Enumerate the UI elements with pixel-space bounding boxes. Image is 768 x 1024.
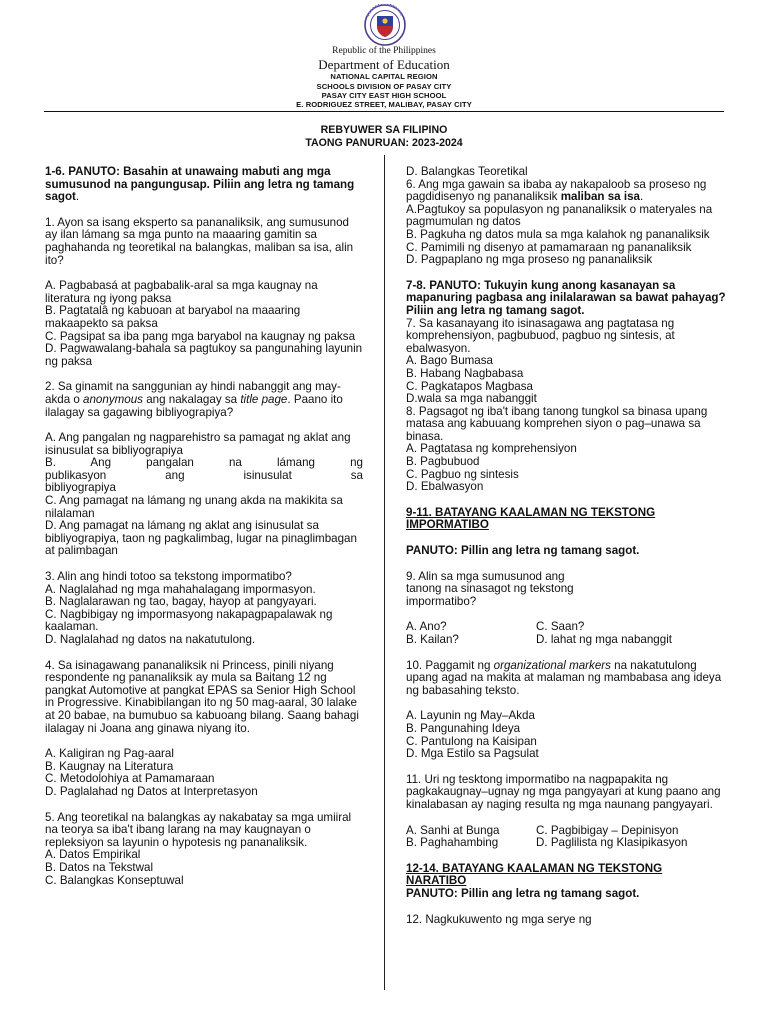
q2-option-c: C. Ang pamagat na lámang ng unang akda na makikita sa nilalaman xyxy=(45,494,343,520)
question-1: 1. Ayon sa isang eksperto sa pananaliksik, ang sumusunod ay ilan lámang sa mga punto na maaaring gamitin sa paghahanda ng teoretikal na balangkas, maliban sa isa, alin ito? xyxy=(45,215,354,267)
q3-option-a: A. Naglalahad ng mga mahahalagang impormasyon. xyxy=(45,582,316,596)
question-10: 10. Paggamit ng organizational markers na nakatutulong upang agad na makita at malaman ng mambabasa ang ideya ng babasahing teksto. xyxy=(406,658,722,697)
section-12-14-heading: 12-14. BATAYANG KAALAMAN NG TEKSTONG xyxy=(406,861,663,875)
q6-option-d: D. Pagpaplano ng mga proseso ng pananaliksik xyxy=(406,253,653,267)
right-column xyxy=(406,166,726,926)
question-11: 11. Uri ng tesktong impormatibo na nagpapakita ng pagkakaugnay–ugnay ng mga pangyayari at kung paano ang kinalabasan ay naging resulta ng mga naunang pangyayari. xyxy=(406,772,721,811)
q9-option-a: A. Ano? xyxy=(406,620,447,634)
q10-option-c: C. Pantulong na Kaisipan xyxy=(406,734,537,748)
q9-option-c: C. Saan? xyxy=(536,620,585,634)
q3-option-c: C. Nagbibigay ng impormasyong nakapagpapalawak ng kaalaman. xyxy=(45,607,333,634)
q5-option-a: A. Datos Empirikal xyxy=(45,848,141,862)
question-9-line3: impormatibo? xyxy=(406,594,477,608)
q8-option-c: C. Pagbuo ng sintesis xyxy=(406,467,519,481)
q2-option-a: A. Ang pangalan ng nagparehistro sa pamagat ng aklat ang isinusulat sa bibliyograpiya xyxy=(45,431,351,457)
q2-option-b-line2: publikasyon ang isinusulat sa xyxy=(45,468,363,482)
q8-option-a: A. Pagtatasa ng komprehensiyon xyxy=(406,442,577,456)
q8-option-d: D. Ebalwasyon xyxy=(406,480,484,494)
school-line: PASAY CITY EAST HIGH SCHOOL xyxy=(321,91,447,100)
q8-option-b: B. Pagbubuod xyxy=(406,455,480,469)
q11-option-c: C. Pagbibigay – Depinisyon xyxy=(536,823,679,837)
q7-option-d: D.wala sa mga nabanggit xyxy=(406,392,537,406)
q1-option-b: B. Pagtatalâ ng kabuoan at baryabol na maaaring makaapekto sa paksa xyxy=(45,304,301,330)
republic-line: Republic of the Philippines xyxy=(332,46,436,56)
q1-option-c: C. Pagsipat sa iba pang mga baryabol na kaugnay ng paksa xyxy=(45,329,356,343)
q5-option-b: B. Datos na Tekstwal xyxy=(45,860,154,874)
q1-option-a: A. Pagbabasá at pagbabalik-aral sa mga kaugnay na literatura ng iyong paksa xyxy=(45,279,318,305)
question-12: 12. Nagkukuwento ng mga serye ng xyxy=(406,912,592,926)
column-divider xyxy=(384,155,385,990)
q7-option-a: A. Bago Bumasa xyxy=(406,354,494,368)
question-4: 4. Sa isinagawang pananaliksik ni Princess, pinili niyang respondente ng pananaliksik ay mula sa Baitang 12 ng pangkat Automotive at pangkat EPAS sa Senior High School in Progressive. Kinabibilangan ito ng 50 mag-aaral, 30 lalake at 20 babae, na bumubuo sa kabuoang bilang. Saang bahagi ilalagay ni Joana ang ginawa niyang ito. xyxy=(45,658,359,735)
q2-option-b-line3: bibliyograpiya xyxy=(45,481,116,495)
q7-option-c: C. Pagkatapos Magbasa xyxy=(406,379,533,393)
q10-option-b: B. Pangunahing Ideya xyxy=(406,721,521,735)
document-title: REBYUWER SA FILIPINO xyxy=(320,124,448,136)
instructions-12-14: PANUTO: Pillin ang letra ng tamang sagot. xyxy=(406,886,640,900)
q11-option-d: D. Paglilista ng Klasipikasyon xyxy=(536,836,688,850)
question-9-line2: tanong na sinasagot ng tekstong xyxy=(406,582,574,596)
section-12-14-heading-line2: NARATIBO xyxy=(406,874,467,888)
q6-option-b: B. Pagkuha ng datos mula sa mga kalahok ng pananaliksik xyxy=(406,227,710,241)
q11-option-b: B. Paghahambing xyxy=(406,836,499,850)
section-9-11-heading-line2: IMPORMATIBO xyxy=(406,518,489,532)
q11-option-a: A. Sanhi at Bunga xyxy=(406,823,500,837)
q4-option-a: A. Kaligiran ng Pag-aaral xyxy=(45,747,174,761)
instructions-1-6: 1-6. PANUTO: Basahin at unawaing mabuti ang mga sumusunod na pangungusap. Piliin ang letra ng tamang sagot. xyxy=(45,165,355,204)
q5-option-d: D. Balangkas Teoretikal xyxy=(406,165,528,178)
q6-option-c: C. Pamimili ng disenyo at pamamaraan ng pananaliksik xyxy=(406,240,692,254)
question-5: 5. Ang teoretikal na balangkas ay nakabatay sa mga umiiral na teorya sa iba't ibang larang na may kaugnayan o repleksiyon sa layunin o hypotesis ng pananaliksik. xyxy=(45,810,352,849)
school-year: TAONG PANURUAN: 2023-2024 xyxy=(305,137,463,149)
deped-seal-icon xyxy=(358,4,412,46)
q4-option-d: D. Paglalahad ng Datos at Interpretasyon xyxy=(45,784,258,798)
department-line: Department of Education xyxy=(318,57,450,72)
instructions-9-11: PANUTO: Pillin ang letra ng tamang sagot. xyxy=(406,544,640,558)
q1-option-d: D. Pagwawalang-bahala sa pagtukoy sa pangunahing layunin ng paksa xyxy=(45,342,363,368)
question-7: 7. Sa kasanayang ito isinasagawa ang pagtatasa ng komprehensiyon, pagbubuod, pagbuo ng sintesis, at ebalwasyon. xyxy=(406,316,675,355)
left-column xyxy=(45,166,363,887)
q9-options-row2 xyxy=(406,634,726,647)
q4-option-c: C. Metodolohiya at Pamamaraan xyxy=(45,772,215,786)
q9-option-d: D. lahat ng mga nabanggit xyxy=(536,633,673,646)
q4-option-b: B. Kaugnay na Literatura xyxy=(45,759,174,773)
division-line: SCHOOLS DIVISION OF PASAY CITY xyxy=(316,82,452,91)
instructions-7-8: 7-8. PANUTO: Tukuyin kung anong kasanayan sa mapanuring pagbasa ang inilalarawan sa bawat pahayag? Piliin ang letra ng tamang sagot. xyxy=(406,278,726,317)
q5-option-c: C. Balangkas Konseptuwal xyxy=(45,873,184,887)
section-9-11-heading: 9-11. BATAYANG KAALAMAN NG TEKSTONG xyxy=(406,505,656,519)
question-8: 8. Pagsagot ng iba't ibang tanong tungkol sa binasa upang matasa ang kabuuang komprehen siyon o pag–unawa sa binasa. xyxy=(406,404,708,443)
question-3: 3. Alin ang hindi totoo sa tekstong impormatibo? xyxy=(45,570,292,584)
header-rule xyxy=(44,111,724,112)
address-line: E. RODRIGUEZ STREET, MALIBAY, PASAY CITY xyxy=(296,100,472,109)
q11-options-row2 xyxy=(406,837,726,850)
region-line: NATIONAL CAPITAL REGION xyxy=(330,72,438,81)
q7-option-b: B. Habang Nagbabasa xyxy=(406,366,524,380)
q2-option-d: D. Ang pamagat na lámang ng aklat ang isinusulat sa bibliyograpiya, taon ng pagkalimbag, lugar na pinaglimbagan at palimbagan xyxy=(45,519,357,558)
question-9-line1: 9. Alin sa mga sumusunod ang xyxy=(406,569,565,583)
q3-option-b: B. Naglalarawan ng tao, bagay, hayop at pangyayari. xyxy=(45,595,317,609)
q10-option-a: A. Layunin ng May–Akda xyxy=(406,709,535,723)
question-6: 6. Ang mga gawain sa ibaba ay nakapaloob sa proseso ng pagdidisenyo ng pananaliksik maliban sa isa. xyxy=(406,177,707,204)
q3-option-d: D. Naglalahad ng datos na nakatutulong. xyxy=(45,633,256,646)
q10-option-d: D. Mga Estilo sa Pagsulat xyxy=(406,747,539,761)
q2-option-b-line1: B. Ang pangalan na lámang ng xyxy=(45,456,363,470)
q6-option-a: A.Pagtukoy sa populasyon ng pananaliksik o materyales na pagmumulan ng datos xyxy=(406,202,713,229)
q9-option-b: B. Kailan? xyxy=(406,633,459,646)
question-2: 2. Sa ginamit na sanggunian ay hindi nabanggit ang may-akda o anonymous ang nakalagay sa title page. Paano ito ilalagay sa gagawing bibliyograpiya? xyxy=(45,380,343,419)
